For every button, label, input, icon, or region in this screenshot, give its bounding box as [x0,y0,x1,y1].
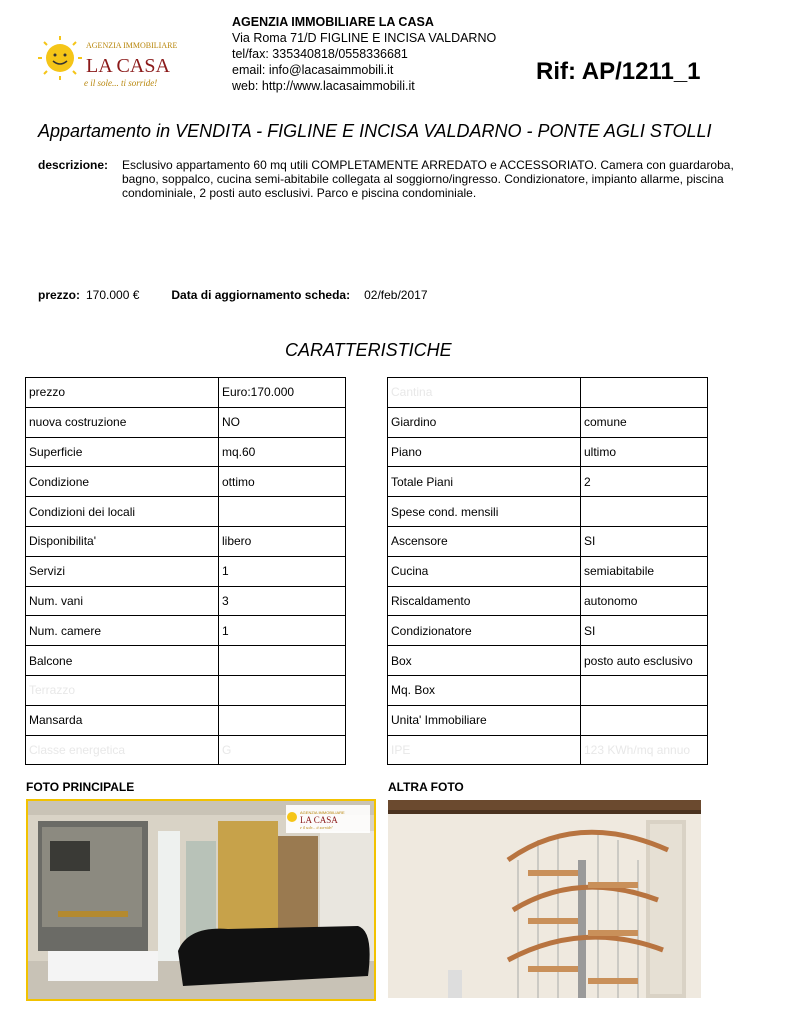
feature-value: mq.60 [219,437,346,467]
description-label: descrizione: [38,158,109,172]
table-row [388,437,708,467]
table-row [388,675,708,705]
feature-key: Unita' Immobiliare [388,705,581,735]
characteristics-title: CARATTERISTICHE [285,340,452,360]
feature-key: Classe energetica [26,735,219,765]
feature-key: Riscaldamento [388,586,581,616]
feature-key: Piano [388,437,581,467]
feature-key: Condizione [26,467,219,497]
agency-name: AGENZIA IMMOBILIARE LA CASA [232,15,434,29]
table-row [26,407,346,437]
agency-web: web: http://www.lacasaimmobili.it [232,79,415,93]
table-row [26,526,346,556]
listing-title: Appartamento in VENDITA - FIGLINE E INCISA VALDARNO - PONTE AGLI STOLLI [38,121,712,141]
table-row [26,616,346,646]
agency-telfax: tel/fax: 335340818/0558336681 [232,47,408,61]
table-row [26,646,346,676]
feature-key: Condizioni dei locali [26,497,219,527]
features-table-left [25,377,346,765]
feature-value: comune [581,407,708,437]
agency-info [232,14,496,94]
feature-value [581,378,708,408]
feature-value: ottimo [219,467,346,497]
feature-value: semiabitabile [581,556,708,586]
table-row [388,616,708,646]
agency-email: email: info@lacasaimmobili.it [232,63,394,77]
feature-value [581,675,708,705]
feature-key: Condizionatore [388,616,581,646]
feature-value: ultimo [581,437,708,467]
table-row [388,526,708,556]
table-row [26,705,346,735]
table-row [388,586,708,616]
feature-value [581,497,708,527]
feature-value: 123 KWh/mq annuo [581,735,708,765]
feature-value: SI [581,526,708,556]
feature-key: Cucina [388,556,581,586]
feature-value [581,705,708,735]
main-photo-label: FOTO PRINCIPALE [26,780,135,794]
feature-key: nuova costruzione [26,407,219,437]
sun-icon [38,36,82,80]
update-date-label: Data di aggiornamento scheda: [171,288,351,302]
update-date-value: 02/feb/2017 [364,288,428,302]
feature-value [219,646,346,676]
feature-key: Giardino [388,407,581,437]
feature-key: Mansarda [26,705,219,735]
feature-key: Balcone [26,646,219,676]
feature-value: libero [219,526,346,556]
feature-value [219,497,346,527]
svg-text:LA CASA: LA CASA [300,815,338,825]
table-row [26,497,346,527]
feature-key: Spese cond. mensili [388,497,581,527]
feature-value: NO [219,407,346,437]
description-text: Esclusivo appartamento 60 mq utili COMPLETAMENTE ARREDATO e ACCESSORIATO. Camera con guardaroba, bagno, soppalco, cucina semi-abitabile collegata al soggiorno/ingresso. Condizionatore, impianto allarme, piscina condominiale, 2 posti auto esclusivi. Parco e piscina condominiale. [122,158,734,200]
table-row [388,378,708,408]
feature-value: 2 [581,467,708,497]
svg-text:e il sole... ti sorride!: e il sole... ti sorride! [300,825,333,830]
feature-key: Servizi [26,556,219,586]
feature-value: 3 [219,586,346,616]
feature-key: Num. camere [26,616,219,646]
table-row [388,646,708,676]
feature-key: Num. vani [26,586,219,616]
feature-key: Cantina [388,378,581,408]
other-photo [388,800,701,998]
price-label: prezzo: [38,288,80,302]
svg-text:AGENZIA IMMOBILIARE: AGENZIA IMMOBILIARE [86,41,178,50]
feature-key: prezzo [26,378,219,408]
svg-text:e il sole... ti sorride!: e il sole... ti sorride! [84,78,158,88]
table-row [26,735,346,765]
table-row [26,675,346,705]
feature-value: autonomo [581,586,708,616]
feature-value: posto auto esclusivo [581,646,708,676]
feature-value: Euro:170.000 [219,378,346,408]
table-row [26,437,346,467]
table-row [26,378,346,408]
feature-key: Box [388,646,581,676]
price-value: 170.000 € [86,288,140,302]
table-row [388,735,708,765]
feature-key: Disponibilita' [26,526,219,556]
svg-text:LA CASA: LA CASA [86,55,170,77]
price-row [38,288,428,302]
table-row [388,705,708,735]
svg-text:AGENZIA IMMOBILIARE: AGENZIA IMMOBILIARE [300,810,345,815]
table-row [26,467,346,497]
table-row [26,556,346,586]
feature-key: Superficie [26,437,219,467]
main-photo [26,799,376,1001]
feature-key: Totale Piani [388,467,581,497]
feature-key: Terrazzo [26,675,219,705]
table-row [26,586,346,616]
feature-value [219,675,346,705]
agency-address: Via Roma 71/D FIGLINE E INCISA VALDARNO [232,31,497,45]
table-row [388,467,708,497]
feature-value: 1 [219,556,346,586]
table-row [388,556,708,586]
feature-value: 1 [219,616,346,646]
feature-value [219,705,346,735]
feature-key: Ascensore [388,526,581,556]
table-row [388,497,708,527]
feature-key: Mq. Box [388,675,581,705]
feature-value: SI [581,616,708,646]
features-table-right [387,377,708,765]
feature-key: IPE [388,735,581,765]
reference-code: Rif: AP/1211_1 [536,58,701,85]
agency-logo [30,28,190,98]
other-photo-label: ALTRA FOTO [388,780,464,794]
feature-value: G [219,735,346,765]
table-row [388,407,708,437]
